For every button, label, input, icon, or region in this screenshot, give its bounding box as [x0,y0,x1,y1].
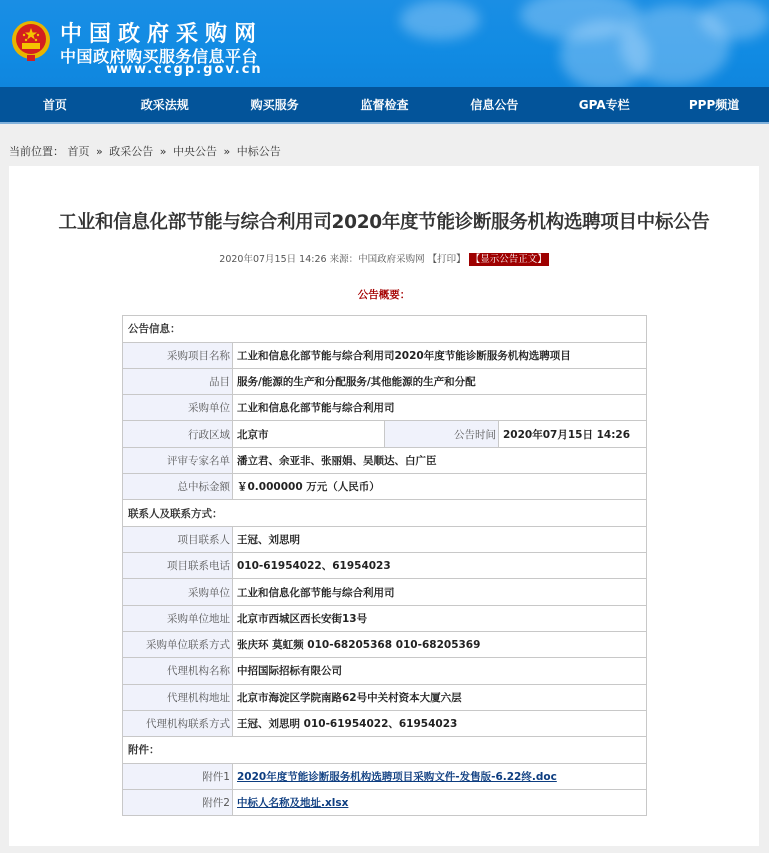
project-phone-label: 项目联系电话 [123,553,233,579]
source-label: 来源： [329,254,359,265]
table-row [123,737,647,764]
article-card [9,166,759,846]
table-row [123,342,647,368]
agency-address-label: 代理机构地址 [123,684,233,710]
attachment2-link[interactable]: 中标人名称及地址.xlsx [237,797,349,810]
table-row [123,421,647,447]
nav-item-ppp[interactable]: PPP频道 [688,98,740,112]
source-name: 中国政府采购网 [358,254,425,265]
amount-label: 总中标金额 [123,473,233,499]
attachment2-cell [233,789,647,815]
table-row [123,789,647,815]
breadcrumb-home[interactable]: 首页 [67,145,90,158]
notice-time-value: 2020年07月15日 14:26 [499,421,647,447]
agency-contact-label: 代理机构联系方式 [123,710,233,736]
breadcrumb-separator: » [159,145,167,158]
agency-address-value: 北京市海淀区学院南路62号中关村资本大厦六层 [233,684,647,710]
table-row [123,763,647,789]
table-row [123,710,647,736]
purchaser-value: 工业和信息化部节能与综合利用司 [233,395,647,421]
table-row [123,447,647,473]
breadcrumb-award-announcements[interactable]: 中标公告 [236,145,281,158]
project-name-value: 工业和信息化部节能与综合利用司2020年度节能诊断服务机构选聘项目 [233,342,647,368]
table-row [123,658,647,684]
experts-value: 潘立君、余亚非、张丽娟、吴顺达、白广臣 [233,447,647,473]
purchaser-address-value: 北京市西城区西长安街13号 [233,605,647,631]
cloud-decoration [400,0,480,40]
region-value: 北京市 [233,421,385,447]
purchaser2-label: 采购单位 [123,579,233,605]
attachment1-link[interactable]: 2020年度节能诊断服务机构选聘项目采购文件-发售版-6.22终.doc [237,770,557,783]
table-row [123,684,647,710]
purchaser-address-label: 采购单位地址 [123,605,233,631]
table-row [123,368,647,394]
site-header-banner [0,0,769,87]
purchaser-contact-value: 张庆环 莫虹频 010-68205368 010-68205369 [233,631,647,657]
page-title: 工业和信息化部节能与综合利用司2020年度节能诊断服务机构选聘项目中标公告 [58,212,710,233]
table-row [123,579,647,605]
table-row [123,526,647,552]
amount-value: ￥0.000000 万元（人民币） [233,473,647,499]
main-nav [0,87,769,124]
purchaser-contact-label: 采购单位联系方式 [123,631,233,657]
site-title: 中国政府采购网 [60,22,264,47]
table-row [123,473,647,499]
breadcrumb [9,143,281,159]
print-link[interactable]: 【打印】 [427,254,466,265]
purchaser-label: 采购单位 [123,395,233,421]
section-notice-info: 公告信息： [123,316,647,343]
section-contact-info: 联系人及联系方式： [123,500,647,527]
nav-item-supervision[interactable]: 监督检查 [360,98,409,112]
table-row [123,631,647,657]
attachment1-cell [233,763,647,789]
section-attachments: 附件： [123,737,647,764]
table-row [123,395,647,421]
table-row [123,553,647,579]
project-phone-value: 010-61954022、61954023 [233,553,647,579]
notice-time-label: 公告时间 [385,421,499,447]
nav-item-regulations[interactable]: 政采法规 [140,98,189,112]
breadcrumb-gov-announcements[interactable]: 政采公告 [109,145,154,158]
article-meta [9,251,759,265]
nav-item-purchase-services[interactable]: 购买服务 [250,98,299,112]
purchaser2-value: 工业和信息化部节能与综合利用司 [233,579,647,605]
category-label: 品目 [123,368,233,394]
show-body-button[interactable]: 【显示公告正文】 [470,254,547,265]
attachment1-label: 附件1 [123,763,233,789]
region-label: 行政区域 [123,421,233,447]
breadcrumb-separator: » [223,145,231,158]
table-row [123,605,647,631]
agency-name-label: 代理机构名称 [123,658,233,684]
nav-item-home[interactable]: 首页 [42,98,67,112]
breadcrumb-prefix: 当前位置： [9,145,64,158]
cloud-decoration [700,0,769,40]
announcement-summary-table [122,315,647,816]
table-row [123,316,647,343]
agency-name-value: 中招国际招标有限公司 [233,658,647,684]
project-contact-value: 王冠、刘思明 [233,526,647,552]
project-name-label: 采购项目名称 [123,342,233,368]
category-value: 服务/能源的生产和分配服务/其他能源的生产和分配 [233,368,647,394]
national-emblem-icon [10,19,52,63]
publish-date: 2020年07月15日 14:26 [219,254,327,265]
breadcrumb-central-announcements[interactable]: 中央公告 [172,145,217,158]
breadcrumb-separator: » [96,145,103,158]
project-contact-label: 项目联系人 [123,526,233,552]
table-row [123,500,647,527]
experts-label: 评审专家名单 [123,447,233,473]
summary-heading: 公告概要： [357,289,411,301]
attachment2-label: 附件2 [123,789,233,815]
site-subtitle: 中国政府购买服务信息平台 [60,47,259,66]
nav-item-announcements[interactable]: 信息公告 [470,98,519,112]
agency-contact-value: 王冠、刘思明 010-61954022、61954023 [233,710,647,736]
nav-item-gpa[interactable]: GPA专栏 [578,98,630,112]
site-url: www.ccgp.gov.cn [106,62,263,77]
